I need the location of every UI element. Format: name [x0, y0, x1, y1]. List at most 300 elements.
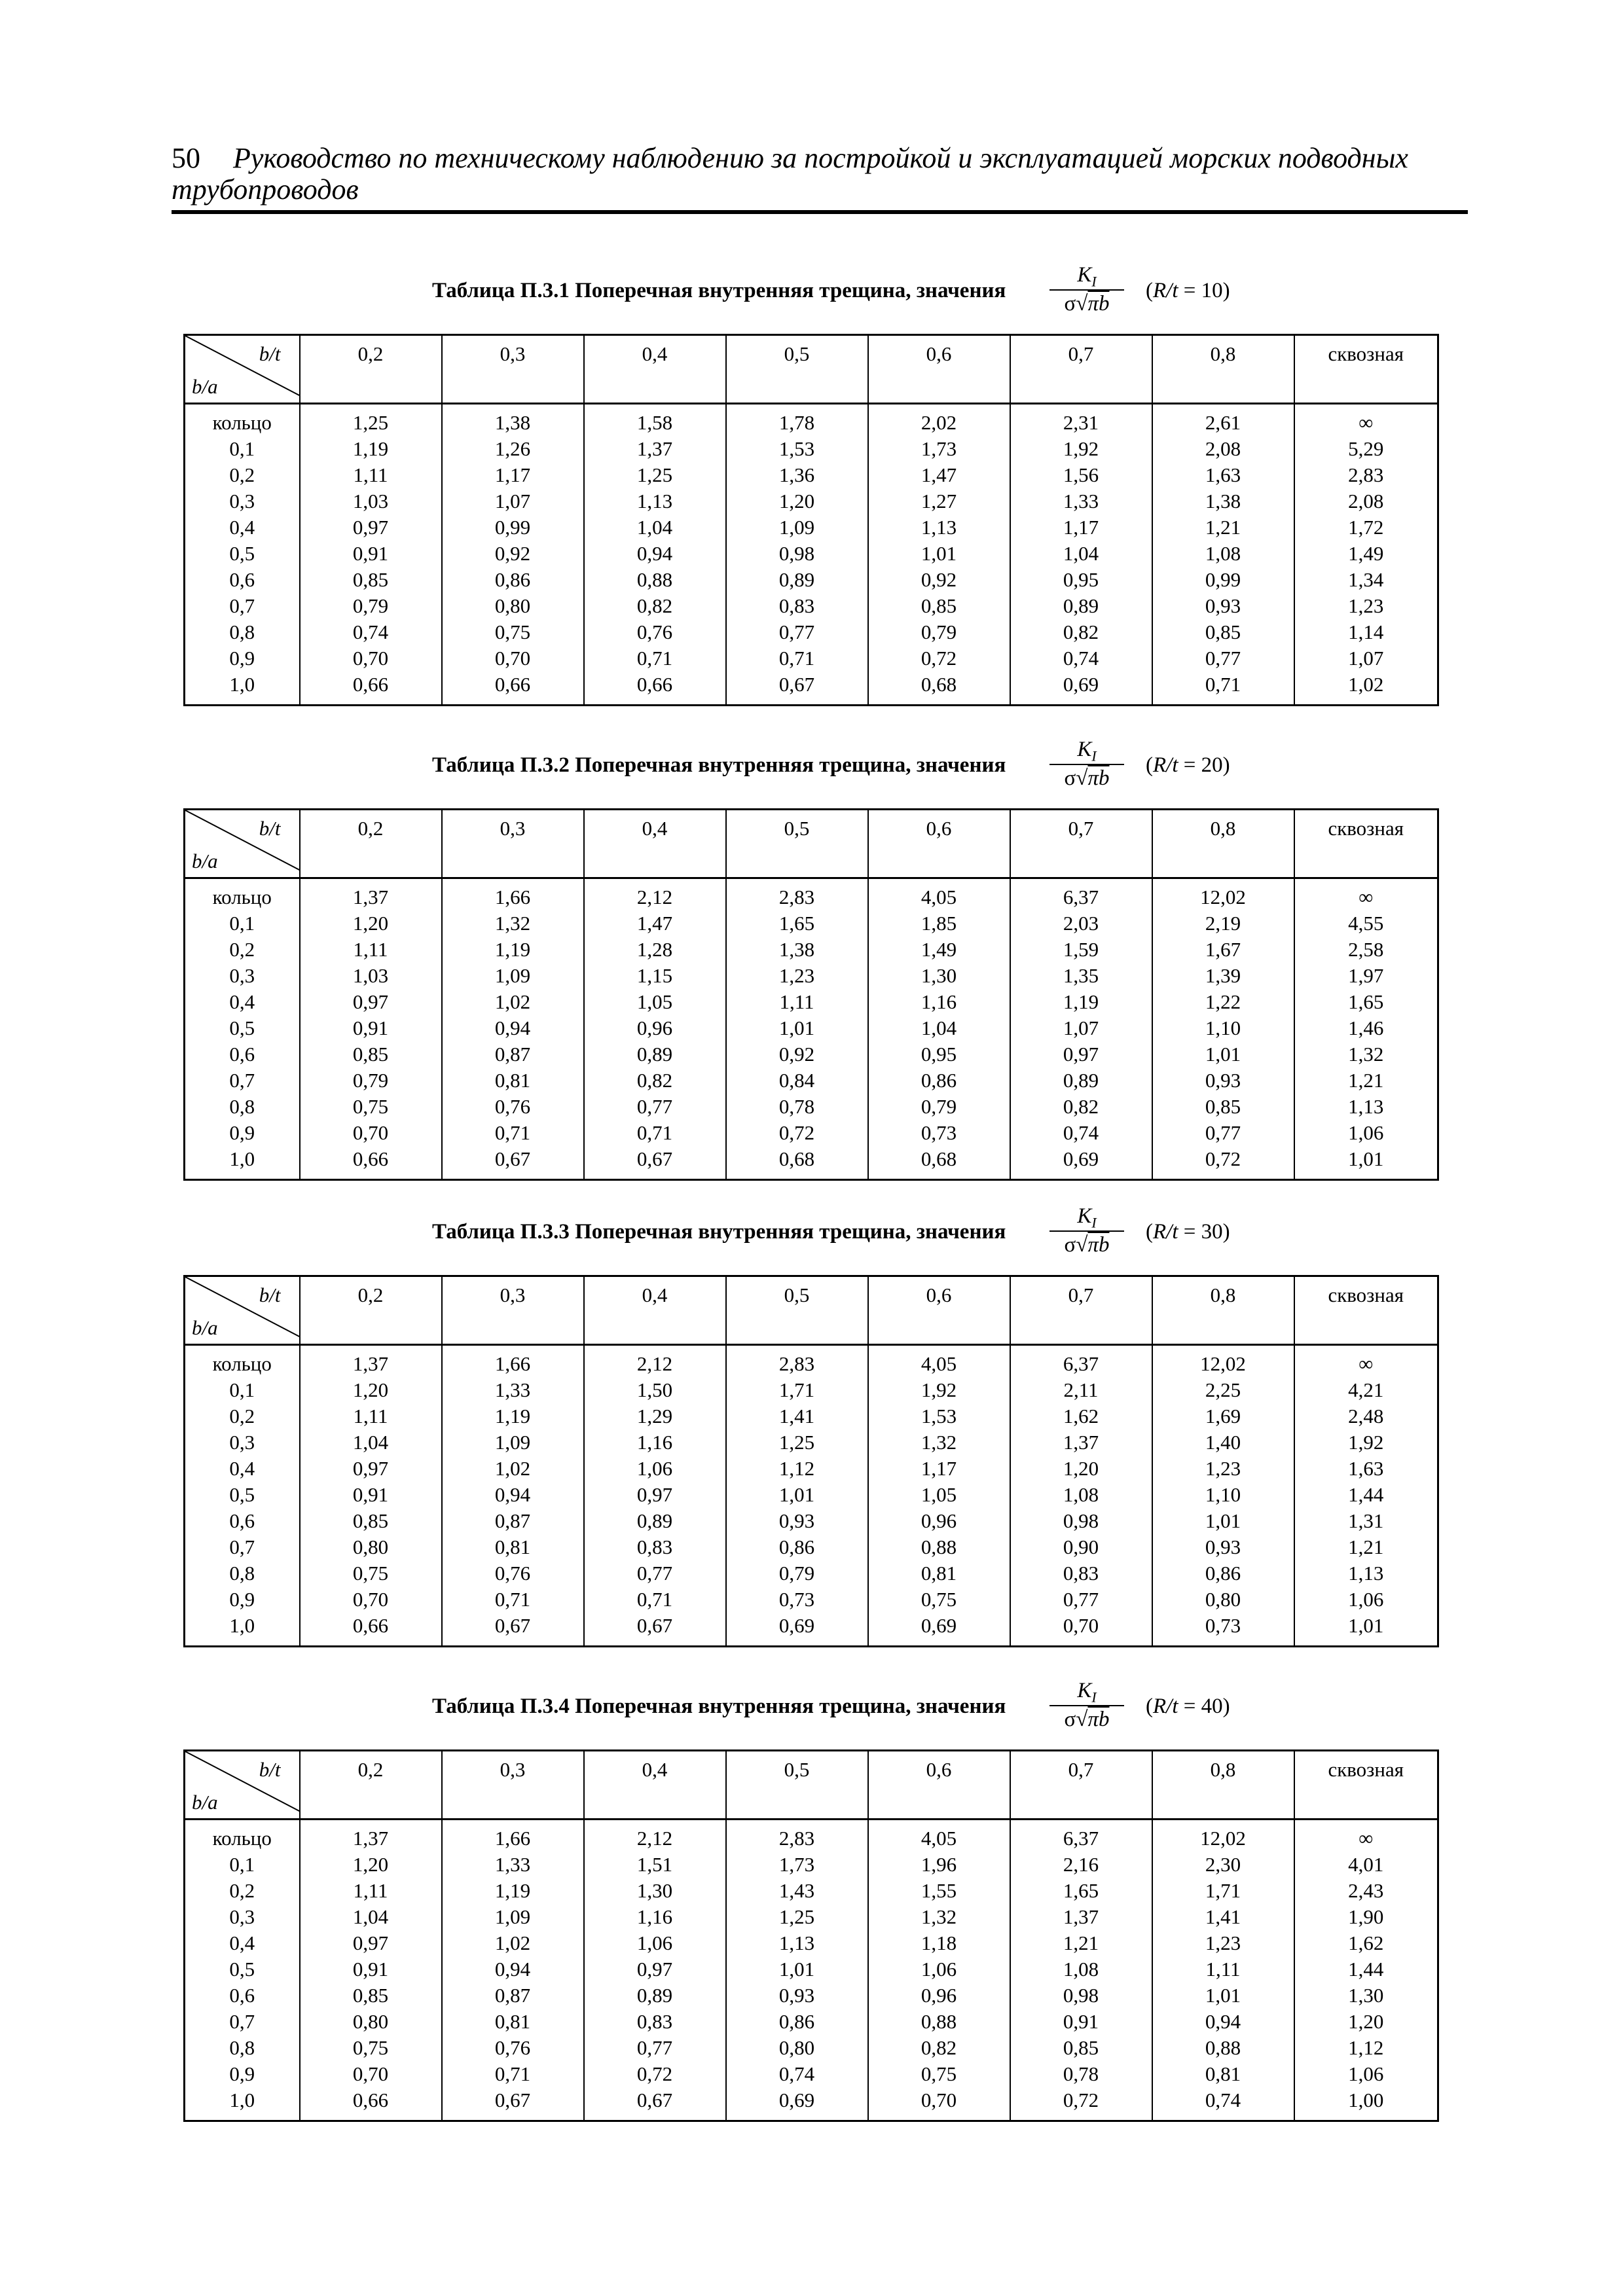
value-cell: 0,74	[1010, 1120, 1152, 1146]
value-cell: 0,75	[300, 1560, 442, 1587]
value-cell: 1,20	[300, 1852, 442, 1878]
value-cell: 1,10	[1152, 1015, 1294, 1041]
value-cell: 1,33	[1010, 488, 1152, 514]
value-cell: 1,14	[1294, 619, 1438, 645]
rt-ratio: (R/t = 40)	[1146, 1695, 1230, 1718]
value-cell: 0,83	[584, 1534, 726, 1560]
value-cell: 0,70	[442, 645, 584, 672]
table-caption	[183, 1677, 1437, 1749]
table-row	[185, 2035, 1438, 2061]
value-cell: 1,92	[868, 1377, 1010, 1403]
row-label-cell: 0,5	[229, 542, 255, 565]
value-cell: 0,72	[868, 645, 1010, 672]
value-cell: 1,21	[1294, 1534, 1438, 1560]
row-label-cell: 1,0	[229, 1614, 255, 1637]
value-cell: 0,86	[1152, 1560, 1294, 1587]
value-cell: 0,81	[442, 1067, 584, 1094]
table-row	[185, 2009, 1438, 2035]
corner-row-label: b/a	[192, 1791, 218, 1814]
value-cell: 2,16	[1010, 1852, 1152, 1878]
value-cell: 1,11	[1152, 1956, 1294, 1982]
value-cell: 1,00	[1294, 2087, 1438, 2121]
table-block	[183, 1203, 1437, 1647]
value-cell: 1,63	[1294, 1456, 1438, 1482]
value-cell: 1,06	[1294, 1587, 1438, 1613]
table-label: Таблица П.3.2	[432, 753, 570, 777]
value-cell: 1,51	[584, 1852, 726, 1878]
value-cell: 0,83	[584, 2009, 726, 2035]
value-cell: 4,05	[868, 1345, 1010, 1378]
value-cell: 0,98	[726, 541, 868, 567]
value-cell: 2,08	[1294, 488, 1438, 514]
value-cell: 1,23	[1152, 1456, 1294, 1482]
value-cell: 0,89	[584, 1508, 726, 1534]
caption-description: Поперечная внутренняя трещина, значения	[575, 753, 1006, 777]
value-cell: 1,03	[300, 963, 442, 989]
row-label-cell: 0,3	[229, 490, 255, 512]
value-cell: 0,82	[584, 1067, 726, 1094]
sqrt-icon: √	[1076, 766, 1088, 790]
value-cell: 0,92	[726, 1041, 868, 1067]
value-cell: 0,91	[300, 541, 442, 567]
value-cell: 1,04	[300, 1429, 442, 1456]
table-row	[185, 1982, 1438, 2009]
value-cell: 1,11	[300, 1878, 442, 1904]
value-cell: 1,23	[1152, 1930, 1294, 1956]
row-label-cell: 1,0	[229, 2089, 255, 2111]
value-cell: 0,90	[1010, 1534, 1152, 1560]
row-label-cell: 1,0	[229, 673, 255, 696]
row-label-cell: 0,8	[229, 1562, 255, 1585]
running-title: Руководство по техническому наблюдению за постройкой и эксплуатацией морских подводных трубопроводов	[172, 142, 1408, 206]
fraction-sigma: σ	[1064, 1233, 1076, 1257]
value-cell: 1,25	[726, 1429, 868, 1456]
value-cell: 0,69	[726, 2087, 868, 2121]
table-block	[183, 262, 1437, 706]
value-cell: 2,48	[1294, 1403, 1438, 1429]
column-header: сквозная	[1294, 1751, 1438, 1820]
row-label-cell: 0,4	[229, 990, 255, 1013]
table-row	[185, 1560, 1438, 1587]
value-cell: 0,78	[726, 1094, 868, 1120]
value-cell: 1,18	[868, 1930, 1010, 1956]
value-cell: 1,49	[868, 937, 1010, 963]
table-row	[185, 1015, 1438, 1041]
value-cell: 1,13	[726, 1930, 868, 1956]
value-cell: 1,01	[1152, 1041, 1294, 1067]
corner-column-label: b/t	[259, 1283, 281, 1306]
value-cell: 1,96	[868, 1852, 1010, 1878]
value-cell: 0,67	[442, 1613, 584, 1647]
fraction-numerator: K	[1077, 1679, 1092, 1702]
value-cell: 0,81	[442, 1534, 584, 1560]
value-cell: 1,44	[1294, 1482, 1438, 1508]
row-label-cell: 0,6	[229, 568, 255, 591]
row-label-cell: 0,2	[229, 938, 255, 961]
value-cell: 0,74	[726, 2061, 868, 2087]
crack-data-table	[183, 808, 1439, 1181]
value-cell: 1,71	[726, 1377, 868, 1403]
value-cell: 1,37	[1010, 1429, 1152, 1456]
value-cell: 1,73	[726, 1852, 868, 1878]
value-cell: 1,16	[584, 1429, 726, 1456]
value-cell: 1,62	[1294, 1930, 1438, 1956]
value-cell: 1,35	[1010, 963, 1152, 989]
table-row	[185, 1534, 1438, 1560]
value-cell: 2,03	[1010, 910, 1152, 937]
row-label-cell: 0,5	[229, 1483, 255, 1506]
value-cell: 0,79	[868, 619, 1010, 645]
row-label-cell: 0,1	[229, 437, 255, 460]
row-label-cell: 0,8	[229, 1095, 255, 1118]
value-cell: 1,12	[726, 1456, 868, 1482]
value-cell: 0,81	[442, 2009, 584, 2035]
value-cell: 1,13	[584, 488, 726, 514]
fraction-numerator-sub: I	[1091, 1214, 1097, 1231]
value-cell: 0,67	[584, 1146, 726, 1180]
column-header: 0,2	[300, 1751, 442, 1820]
value-cell: 2,12	[584, 1345, 726, 1378]
value-cell: 0,97	[300, 514, 442, 541]
rt-value: 20	[1201, 753, 1223, 777]
value-cell: 0,83	[726, 593, 868, 619]
value-cell: 0,67	[442, 2087, 584, 2121]
value-cell: 1,92	[1010, 436, 1152, 462]
caption-text	[432, 1695, 1006, 1719]
column-header: 0,6	[868, 335, 1010, 404]
table-row	[185, 2061, 1438, 2087]
value-cell: 1,38	[442, 404, 584, 437]
value-cell: 0,74	[300, 619, 442, 645]
table-row	[185, 1482, 1438, 1508]
value-cell: 0,71	[442, 2061, 584, 2087]
value-cell: 0,81	[868, 1560, 1010, 1587]
row-label-cell: 0,2	[229, 1879, 255, 1902]
value-cell: 0,85	[1152, 619, 1294, 645]
value-cell: 2,11	[1010, 1377, 1152, 1403]
value-cell: 0,88	[1152, 2035, 1294, 2061]
value-cell: 1,65	[1294, 989, 1438, 1015]
value-cell: 0,82	[1010, 619, 1152, 645]
value-cell: 0,92	[442, 541, 584, 567]
value-cell: 1,01	[726, 1482, 868, 1508]
row-label-cell: кольцо	[212, 1352, 272, 1375]
value-cell: 1,13	[1294, 1094, 1438, 1120]
value-cell: 1,11	[300, 937, 442, 963]
value-cell: 1,73	[868, 436, 1010, 462]
value-cell: 1,08	[1010, 1956, 1152, 1982]
value-cell: 1,05	[584, 989, 726, 1015]
value-cell: 1,10	[1152, 1482, 1294, 1508]
value-cell: 0,91	[300, 1015, 442, 1041]
value-cell: 1,55	[868, 1878, 1010, 1904]
rt-value: 10	[1201, 279, 1223, 302]
value-cell: 1,16	[868, 989, 1010, 1015]
value-cell: 0,85	[1010, 2035, 1152, 2061]
value-cell: 2,19	[1152, 910, 1294, 937]
value-cell: 0,79	[300, 593, 442, 619]
column-header: 0,6	[868, 810, 1010, 878]
table-block	[183, 736, 1437, 1181]
value-cell: 0,69	[726, 1613, 868, 1647]
value-cell: 1,30	[1294, 1982, 1438, 2009]
value-cell: 1,37	[300, 878, 442, 911]
value-cell: 1,15	[584, 963, 726, 989]
column-header: 0,8	[1152, 335, 1294, 404]
value-cell: 1,08	[1152, 541, 1294, 567]
value-cell: 1,36	[726, 462, 868, 488]
value-cell: 0,91	[300, 1956, 442, 1982]
value-cell: 0,70	[300, 1120, 442, 1146]
value-cell: 0,75	[868, 2061, 1010, 2087]
value-cell: 0,94	[442, 1956, 584, 1982]
table-row	[185, 567, 1438, 593]
value-cell: 0,93	[726, 1508, 868, 1534]
row-label-cell: 0,1	[229, 912, 255, 935]
value-cell: 0,77	[1010, 1587, 1152, 1613]
corner-cell	[185, 1751, 300, 1820]
value-cell: 0,83	[1010, 1560, 1152, 1587]
value-cell: 0,86	[726, 2009, 868, 2035]
value-cell: 1,67	[1152, 937, 1294, 963]
fraction-radicand: πb	[1087, 766, 1110, 790]
value-cell: 1,38	[726, 937, 868, 963]
row-label-cell: 0,7	[229, 2010, 255, 2033]
value-cell: 1,38	[1152, 488, 1294, 514]
value-cell: 0,89	[1010, 593, 1152, 619]
value-cell: 2,02	[868, 404, 1010, 437]
fraction-numerator: K	[1077, 738, 1092, 761]
value-cell: 1,09	[442, 1904, 584, 1930]
value-cell: 1,27	[868, 488, 1010, 514]
value-cell: 0,71	[442, 1120, 584, 1146]
value-cell: 1,56	[1010, 462, 1152, 488]
value-cell: 0,87	[442, 1041, 584, 1067]
row-label-cell: кольцо	[212, 886, 272, 908]
table-row	[185, 910, 1438, 937]
sqrt-icon: √	[1076, 1233, 1088, 1257]
value-cell: 1,20	[300, 910, 442, 937]
value-cell: 2,31	[1010, 404, 1152, 437]
value-cell: 0,91	[1010, 2009, 1152, 2035]
table-row	[185, 1120, 1438, 1146]
value-cell: 0,93	[1152, 1534, 1294, 1560]
value-cell: 0,94	[584, 541, 726, 567]
value-cell: 1,11	[300, 1403, 442, 1429]
value-cell: 0,68	[868, 672, 1010, 706]
value-cell: 0,71	[1152, 672, 1294, 706]
value-cell: 0,72	[584, 2061, 726, 2087]
table-row	[185, 2087, 1438, 2121]
value-cell: 0,93	[726, 1982, 868, 2009]
table-label: Таблица П.3.4	[432, 1695, 570, 1718]
value-cell: 0,89	[726, 567, 868, 593]
caption-text	[432, 279, 1006, 303]
value-cell: 0,79	[300, 1067, 442, 1094]
column-header: 0,3	[442, 810, 584, 878]
table-row	[185, 541, 1438, 567]
value-cell: 1,06	[584, 1930, 726, 1956]
row-label-cell: 0,7	[229, 1069, 255, 1092]
crack-data-table	[183, 1275, 1439, 1647]
row-label-cell: 0,2	[229, 463, 255, 486]
row-label-cell: кольцо	[212, 1827, 272, 1850]
value-cell: 0,88	[584, 567, 726, 593]
column-header: 0,3	[442, 335, 584, 404]
value-cell: 1,72	[1294, 514, 1438, 541]
value-cell: 1,65	[726, 910, 868, 937]
corner-cell	[185, 1276, 300, 1345]
value-cell: 0,76	[442, 1094, 584, 1120]
value-cell: 1,04	[300, 1904, 442, 1930]
value-cell: 0,79	[726, 1560, 868, 1587]
value-cell: 0,96	[868, 1508, 1010, 1534]
column-header: сквозная	[1294, 1276, 1438, 1345]
value-cell: 1,62	[1010, 1403, 1152, 1429]
value-cell: 1,37	[584, 436, 726, 462]
table-row	[185, 878, 1438, 911]
value-cell: 0,91	[300, 1482, 442, 1508]
column-header: 0,7	[1010, 1276, 1152, 1345]
value-cell: 1,19	[300, 436, 442, 462]
table-caption	[183, 262, 1437, 334]
value-cell: 0,99	[1152, 567, 1294, 593]
value-cell: 1,20	[726, 488, 868, 514]
value-cell: 0,95	[868, 1041, 1010, 1067]
corner-row-label: b/a	[192, 375, 218, 398]
value-cell: 12,02	[1152, 1820, 1294, 1852]
value-cell: 1,21	[1152, 514, 1294, 541]
value-cell: 1,37	[1010, 1904, 1152, 1930]
row-label-cell: 0,6	[229, 1043, 255, 1066]
table-row	[185, 1508, 1438, 1534]
value-cell: 0,67	[726, 672, 868, 706]
value-cell: 0,74	[1010, 645, 1152, 672]
value-cell: 1,19	[442, 1878, 584, 1904]
value-cell: 1,33	[442, 1852, 584, 1878]
row-label-cell: кольцо	[212, 411, 272, 434]
value-cell: 0,71	[442, 1587, 584, 1613]
table-row	[185, 1041, 1438, 1067]
column-header: 0,2	[300, 1276, 442, 1345]
value-cell: 1,78	[726, 404, 868, 437]
column-header: 0,8	[1152, 810, 1294, 878]
header-row	[185, 1276, 1438, 1345]
value-cell: 1,01	[1294, 1613, 1438, 1647]
row-label-cell: 0,9	[229, 1121, 255, 1144]
value-cell: 1,31	[1294, 1508, 1438, 1534]
table-row	[185, 1456, 1438, 1482]
column-header: 0,5	[726, 1276, 868, 1345]
value-cell: 0,97	[300, 989, 442, 1015]
value-cell: 1,32	[1294, 1041, 1438, 1067]
value-cell: 2,25	[1152, 1377, 1294, 1403]
table-row	[185, 619, 1438, 645]
value-cell: 1,19	[442, 1403, 584, 1429]
value-cell: 1,71	[1152, 1878, 1294, 1904]
value-cell: 0,75	[300, 1094, 442, 1120]
value-cell: 0,75	[868, 1587, 1010, 1613]
value-cell: 1,06	[868, 1956, 1010, 1982]
table-row	[185, 1146, 1438, 1180]
value-cell: 1,06	[584, 1456, 726, 1482]
value-cell: 0,81	[1152, 2061, 1294, 2087]
value-cell: 0,77	[584, 1094, 726, 1120]
corner-cell	[185, 810, 300, 878]
value-cell: 0,94	[442, 1015, 584, 1041]
value-cell: 0,98	[1010, 1982, 1152, 2009]
value-cell: 1,32	[868, 1904, 1010, 1930]
value-cell: 1,17	[1010, 514, 1152, 541]
stress-intensity-fraction	[1038, 1203, 1136, 1258]
value-cell: 0,70	[300, 1587, 442, 1613]
caption-description: Поперечная внутренняя трещина, значения	[575, 279, 1006, 302]
value-cell: 0,94	[1152, 2009, 1294, 2035]
value-cell: 1,90	[1294, 1904, 1438, 1930]
table-row	[185, 1094, 1438, 1120]
value-cell: 1,08	[1010, 1482, 1152, 1508]
value-cell: 4,05	[868, 1820, 1010, 1852]
row-label-cell: 0,7	[229, 1535, 255, 1558]
value-cell: 0,77	[584, 1560, 726, 1587]
rt-value: 40	[1201, 1695, 1223, 1718]
value-cell: 1,01	[868, 541, 1010, 567]
column-header: 0,6	[868, 1751, 1010, 1820]
value-cell: 1,12	[1294, 2035, 1438, 2061]
stress-intensity-fraction	[1038, 262, 1136, 317]
value-cell: 0,89	[584, 1041, 726, 1067]
value-cell: 0,79	[868, 1094, 1010, 1120]
column-header: 0,8	[1152, 1751, 1294, 1820]
value-cell: 2,12	[584, 1820, 726, 1852]
column-header: 0,8	[1152, 1276, 1294, 1345]
value-cell: 0,96	[584, 1015, 726, 1041]
value-cell: 0,85	[300, 1508, 442, 1534]
value-cell: 1,32	[442, 910, 584, 937]
value-cell: 0,73	[726, 1587, 868, 1613]
value-cell: 1,07	[442, 488, 584, 514]
value-cell: 2,58	[1294, 937, 1438, 963]
value-cell: 0,84	[726, 1067, 868, 1094]
value-cell: 1,21	[1010, 1930, 1152, 1956]
fraction-numerator-sub: I	[1091, 1689, 1097, 1706]
value-cell: 1,17	[442, 462, 584, 488]
column-header: 0,5	[726, 1751, 868, 1820]
value-cell: 1,19	[1010, 989, 1152, 1015]
value-cell: 4,21	[1294, 1377, 1438, 1403]
row-label-cell: 0,3	[229, 1905, 255, 1928]
value-cell: 0,77	[726, 619, 868, 645]
column-header: 0,4	[584, 1751, 726, 1820]
fraction-numerator-sub: I	[1091, 273, 1097, 290]
value-cell: 1,63	[1152, 462, 1294, 488]
caption-description: Поперечная внутренняя трещина, значения	[575, 1220, 1006, 1244]
value-cell: 0,87	[442, 1508, 584, 1534]
value-cell: 0,82	[868, 2035, 1010, 2061]
caption-text	[432, 1220, 1006, 1244]
fraction-numerator: K	[1077, 1204, 1092, 1228]
table-row	[185, 1904, 1438, 1930]
page-number: 50	[172, 142, 200, 174]
value-cell: 1,28	[584, 937, 726, 963]
value-cell: 0,75	[300, 2035, 442, 2061]
value-cell: 4,01	[1294, 1852, 1438, 1878]
value-cell: 2,83	[726, 1345, 868, 1378]
value-cell: 1,46	[1294, 1015, 1438, 1041]
table-row	[185, 514, 1438, 541]
value-cell: 1,20	[1294, 2009, 1438, 2035]
rt-ratio: (R/t = 30)	[1146, 1220, 1230, 1244]
